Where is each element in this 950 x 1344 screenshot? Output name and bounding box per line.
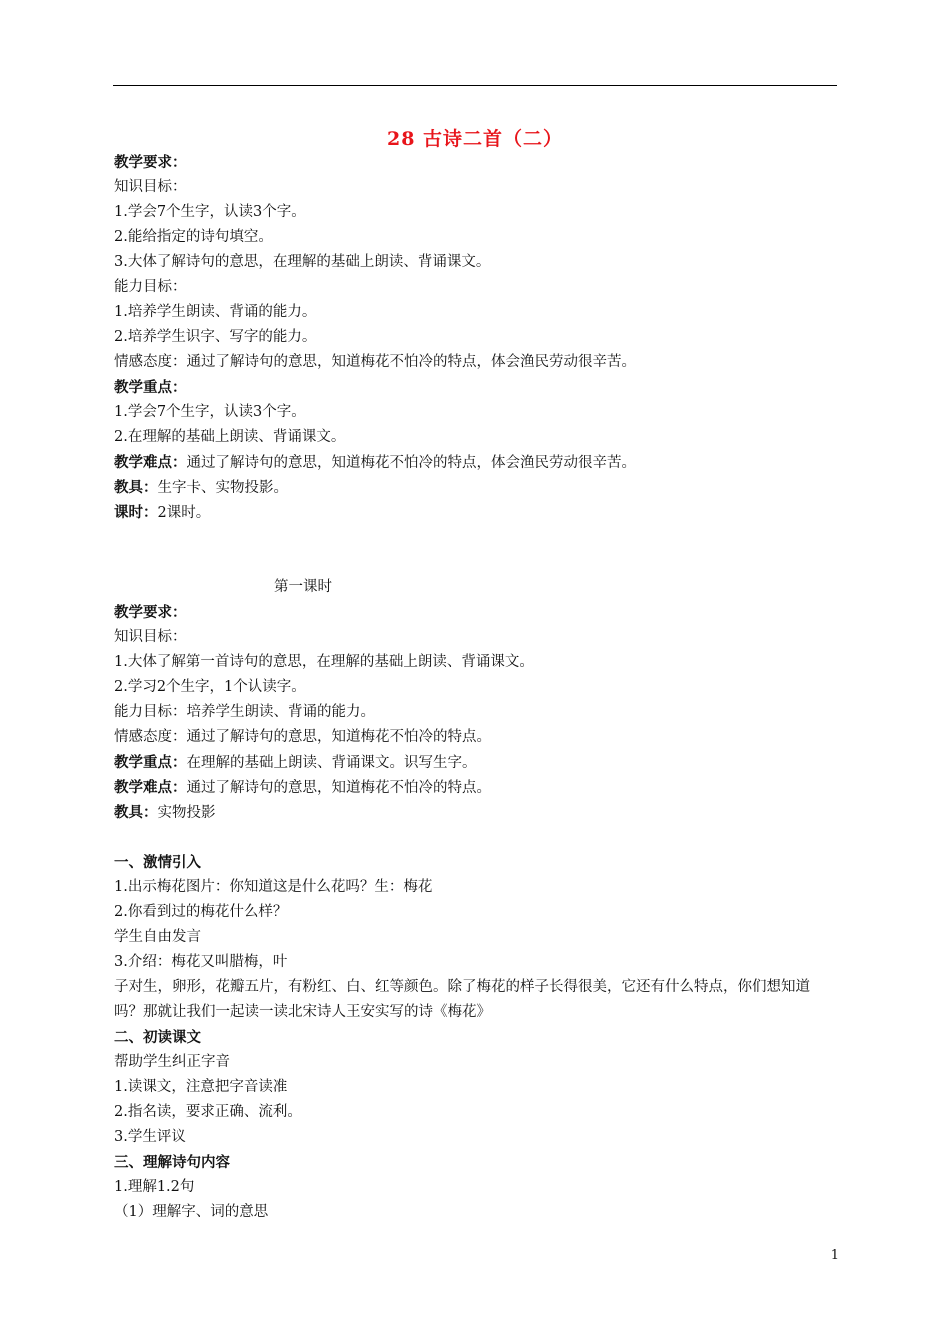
- section-heading: 一、激情引入: [114, 854, 201, 871]
- labeled-line: [114, 450, 838, 475]
- text-line: 知识目标：: [114, 629, 187, 645]
- text-line: 情感态度：通过了解诗句的意思，知道梅花不怕冷的特点。: [114, 729, 491, 745]
- section-heading: 教学重点：: [114, 379, 187, 396]
- text-line: 1.学会7个生字，认读3个字。: [114, 404, 306, 420]
- line-text: 实物投影: [157, 805, 216, 821]
- blank-line: [114, 825, 838, 850]
- section-heading: 教学要求：: [114, 154, 187, 171]
- labeled-line: [114, 750, 838, 775]
- line-label: 教具：: [114, 479, 158, 496]
- lesson-subtitle: 第一课时: [274, 579, 332, 595]
- text-line: 1.出示梅花图片：你知道这是什么花吗？生：梅花: [114, 879, 433, 895]
- text-line: 能力目标：: [114, 279, 187, 295]
- line-text: 通过了解诗句的意思，知道梅花不怕冷的特点，体会渔民劳动很辛苦。: [186, 455, 636, 471]
- document-body: [114, 150, 838, 1225]
- text-line: 1.大体了解第一首诗句的意思，在理解的基础上朗读、背诵课文。: [114, 654, 534, 670]
- text-line: （1）理解字、词的意思: [114, 1204, 269, 1220]
- text-line: 1.学会7个生字，认读3个字。: [114, 204, 306, 220]
- text-line: 2.能给指定的诗句填空。: [114, 229, 273, 245]
- labeled-line: [114, 475, 838, 500]
- section-heading: 二、初读课文: [114, 1029, 201, 1046]
- text-line: 2.培养学生识字、写字的能力。: [114, 329, 317, 345]
- document-title: 28 古诗二首（二）: [386, 128, 564, 150]
- header-rule: [113, 85, 837, 86]
- line-label: 教学重点：: [114, 754, 187, 771]
- text-line: 2.学习2个生字，1个认读字。: [114, 679, 306, 695]
- line-label: 教学难点：: [114, 454, 187, 471]
- labeled-line: [114, 500, 838, 525]
- text-line: 3.介绍：梅花又叫腊梅，叶: [114, 954, 288, 970]
- text-line: 2.在理解的基础上朗读、背诵课文。: [114, 429, 346, 445]
- section-heading: 三、理解诗句内容: [114, 1154, 230, 1171]
- line-label: 教具：: [114, 804, 158, 821]
- text-line: 学生自由发言: [114, 929, 201, 945]
- line-text: 通过了解诗句的意思，知道梅花不怕冷的特点。: [186, 780, 491, 796]
- text-line: 1.读课文，注意把字音读准: [114, 1079, 288, 1095]
- text-line: 3.学生评议: [114, 1129, 186, 1145]
- section-heading: 教学要求：: [114, 604, 187, 621]
- text-line: 情感态度：通过了解诗句的意思，知道梅花不怕冷的特点，体会渔民劳动很辛苦。: [114, 354, 636, 370]
- line-text: 2课时。: [157, 505, 211, 521]
- text-line: 帮助学生纠正字音: [114, 1054, 230, 1070]
- line-label: 课时：: [114, 504, 158, 521]
- text-line: 2.你看到过的梅花什么样？: [114, 904, 288, 920]
- line-text: 生字卡、实物投影。: [157, 480, 288, 496]
- labeled-line: [114, 800, 838, 825]
- text-line: 1.理解1.2句: [114, 1179, 195, 1195]
- labeled-line: [114, 775, 838, 800]
- text-line: 1.培养学生朗读、背诵的能力。: [114, 304, 317, 320]
- text-line: 知识目标：: [114, 179, 187, 195]
- line-label: 教学难点：: [114, 779, 187, 796]
- text-line: 3.大体了解诗句的意思，在理解的基础上朗读、背诵课文。: [114, 254, 491, 270]
- blank-line: [114, 525, 838, 575]
- text-line: 2.指名读，要求正确、流利。: [114, 1104, 302, 1120]
- text-line: 能力目标：培养学生朗读、背诵的能力。: [114, 704, 375, 720]
- line-text: 在理解的基础上朗读、背诵课文。识写生字。: [186, 755, 477, 771]
- page-number: 1: [830, 1248, 839, 1263]
- text-line: 子对生，卵形，花瓣五片，有粉红、白、红等颜色。除了梅花的样子长得很美，它还有什么特点，你们想知道吗？那就让我们一起读一读北宋诗人王安实写的诗《梅花》: [114, 979, 810, 1020]
